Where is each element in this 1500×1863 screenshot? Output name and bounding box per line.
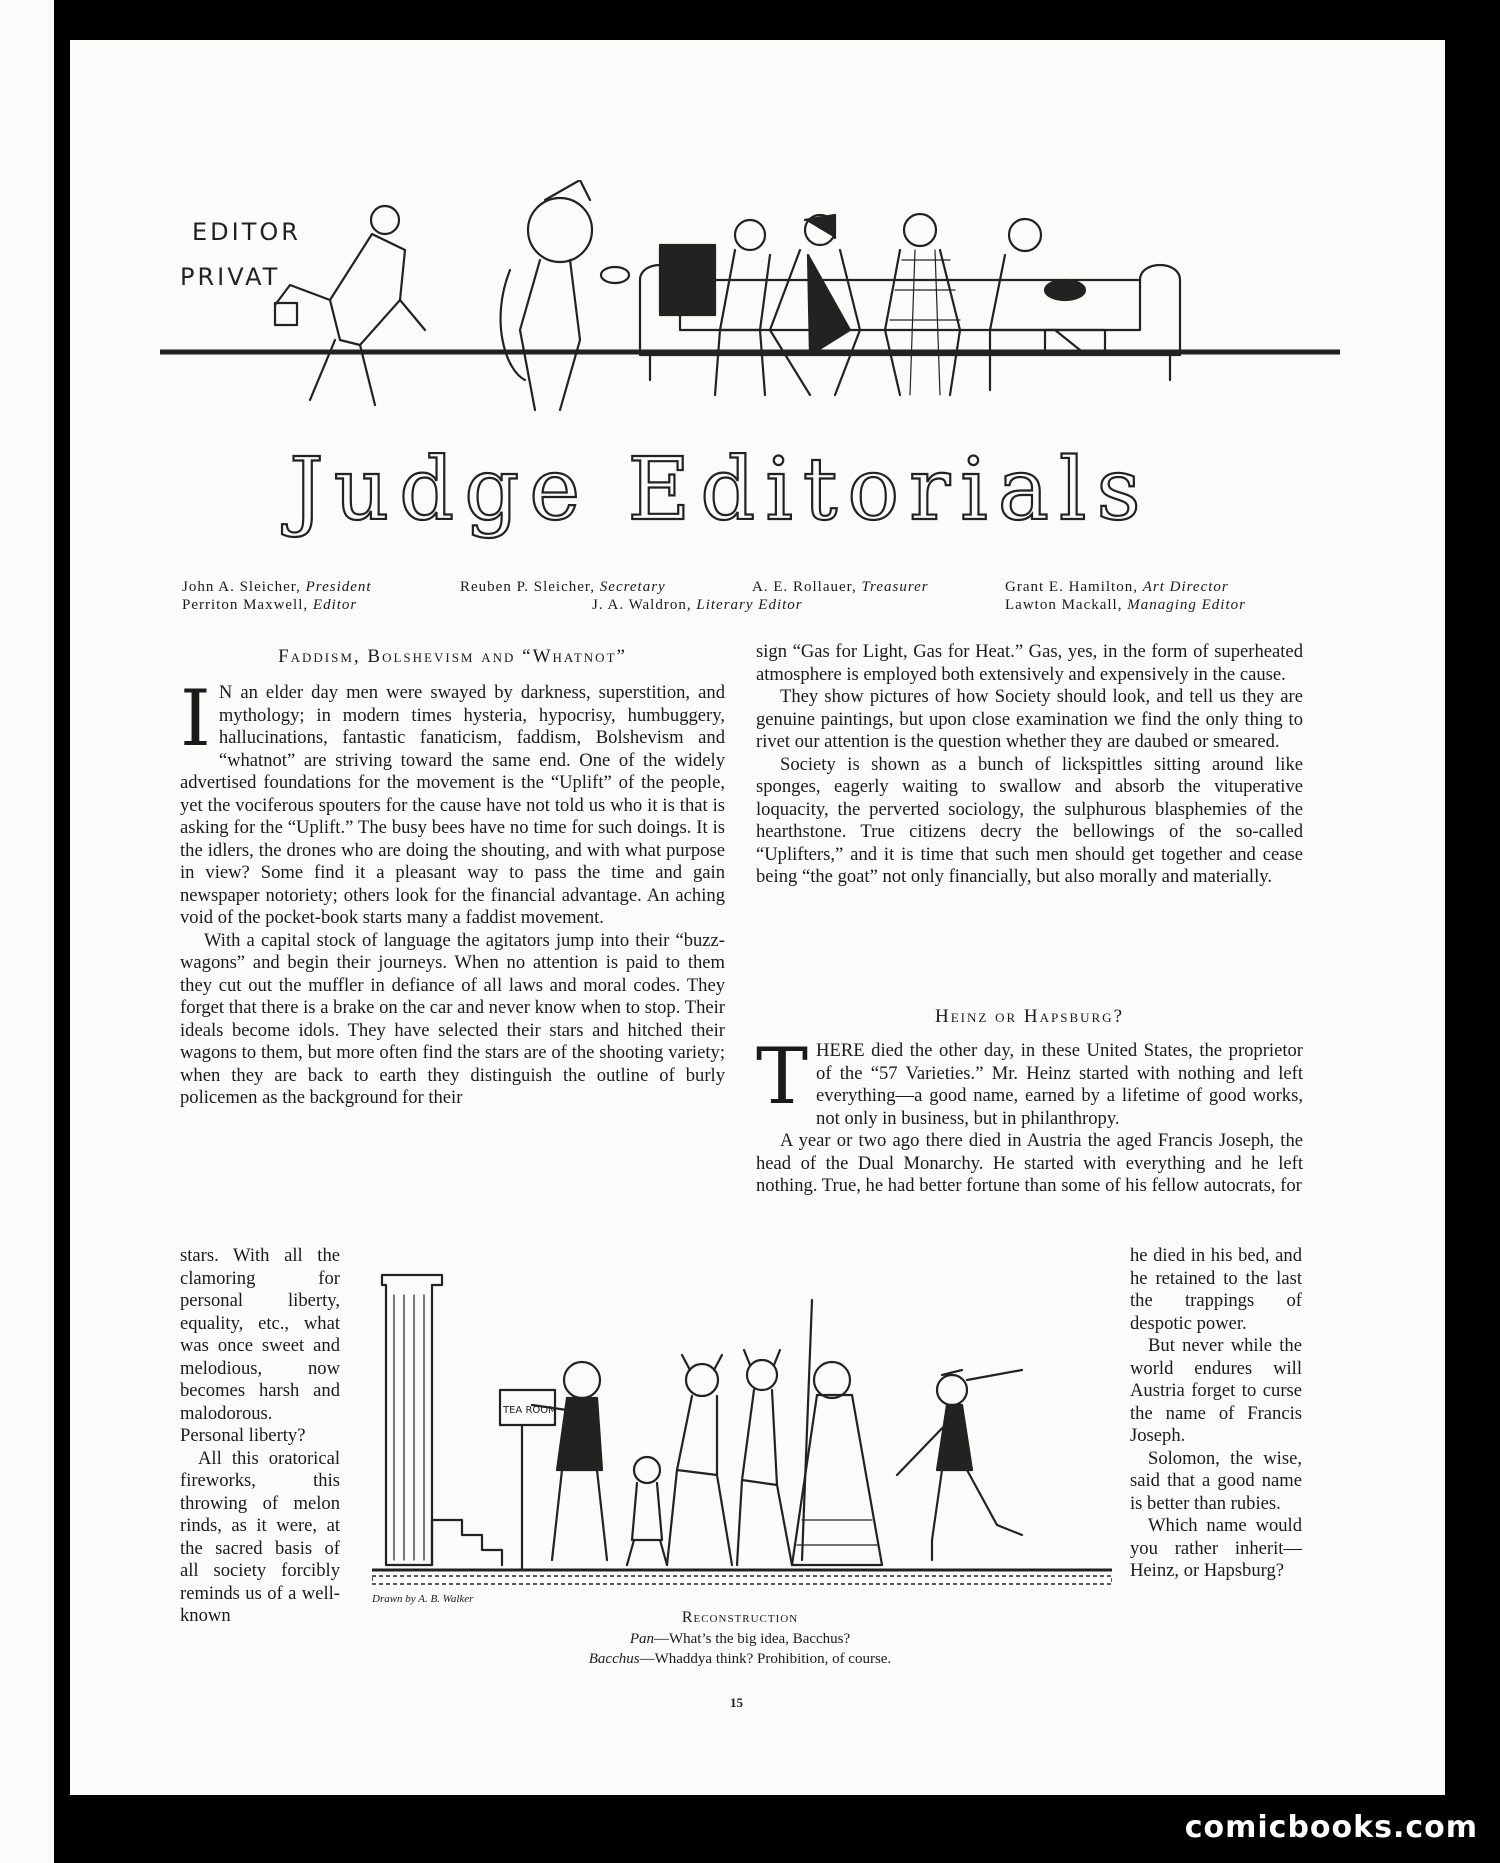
masthead-row2-item bbox=[1005, 596, 1246, 615]
staff-role: Treasurer bbox=[861, 579, 929, 595]
drop-cap: I bbox=[180, 674, 211, 764]
seated-figures bbox=[660, 214, 1105, 395]
staff-role: President bbox=[305, 579, 372, 595]
paragraph: he died in his bed, and he retained to the last the trappings of despotic power. bbox=[1130, 1245, 1302, 1334]
facing-page-edge bbox=[0, 0, 62, 1863]
caption-title-text: Reconstruction bbox=[681, 1609, 799, 1626]
article-column-narrow-right bbox=[1130, 1245, 1302, 1583]
staff-name: John A. Sleicher, bbox=[182, 579, 301, 595]
staff-name: Lawton Mackall, bbox=[1005, 597, 1123, 613]
decorative-border bbox=[372, 1576, 1112, 1584]
staff-role: Managing Editor bbox=[1127, 597, 1246, 613]
masthead-row1-item bbox=[1005, 578, 1229, 597]
header-cartoon bbox=[160, 180, 1340, 430]
paragraph: With a capital stock of language the agitators jump into their “buzz-wagons” and begin their journeys. When no attention is paid to them they cut out the muffler in defiance of all laws and moral codes. They forget that there is a brake on the car and never know when to stop. Their ideals become idols. They have selected their stars and hitched their wagons to them, but more often find the stars are of the shooting variety; when they are back to earth they distinguish the outline of burly policemen as the background for their bbox=[180, 929, 725, 1108]
paragraph: N an elder day men were swayed by darkness, superstition, and mythology; in modern times hysteria, hypocrisy, humbuggery, hallucinations, fantastic fanaticism, faddism, Bolshevism and “whatnot” are striving toward the same end. One of the widely advertised foundations for the movement is the “Uplift” of the people, yet the vociferous spouters for the cause have not told us who it is that is asking for the “Uplift.” The busy bees have no time for such doings. It is the idlers, the drones who are doing the shouting, and with what purpose in view? Some find it a pleasant way to pass the time and gain newspaper notoriety; others look for the financial advantage. An aching void of the pocket-book starts many a faddist movement. bbox=[180, 682, 725, 928]
paragraph: All this oratorical fireworks, this throwing of melon rinds, as it were, at the sacred basis of all society forcibly reminds us of a well-known bbox=[180, 1447, 340, 1626]
bacchus-figure bbox=[792, 1300, 882, 1565]
speaker-name: Bacchus bbox=[588, 1651, 640, 1667]
paragraph: They show pictures of how Society should look, and tell us they are genuine paintings, but upon close examination we find the only thing to rivet our attention is the question whether they are daubed or smeared. bbox=[756, 686, 1303, 752]
article-column-left bbox=[180, 674, 725, 1110]
page-number: 15 bbox=[730, 1695, 743, 1710]
staff-name: A. E. Rollauer, bbox=[752, 579, 857, 595]
paragraph: Society is shown as a bunch of lickspittles sitting around like sponges, eagerly waiting to swallow and absorb the vituperative loquacity, the perverted sociology, the sulphurous blasphemies of the hearthstone. True citizens decry the bellowings of the so-called “Uplifters,” and it is time that such men should get together and cease being “the goat” not only financially, but also morally and materially. bbox=[756, 753, 1303, 887]
masthead-row1-item bbox=[460, 578, 666, 597]
door-sign-line1: EDITOR bbox=[192, 218, 301, 246]
staff-name: Reuben P. Sleicher, bbox=[460, 579, 596, 595]
staff-name: Perriton Maxwell, bbox=[182, 597, 309, 613]
illustration-caption-line1 bbox=[480, 1630, 1000, 1649]
staff-name: J. A. Waldron, bbox=[592, 597, 692, 613]
dancing-figure bbox=[897, 1370, 1022, 1560]
site-watermark: comicbooks.com bbox=[1184, 1810, 1478, 1845]
page-title: Judge Editorials bbox=[289, 440, 1151, 540]
masthead-row2-item bbox=[182, 596, 357, 615]
article-column-right bbox=[756, 1032, 1303, 1198]
masthead-row1-item bbox=[182, 578, 372, 597]
reconstruction-illustration bbox=[372, 1270, 1112, 1602]
column-and-steps bbox=[382, 1275, 502, 1565]
speaker-name: Pan bbox=[629, 1631, 654, 1647]
paragraph: stars. With all the clamoring for personal liberty, equality, etc., what was once sweet and melodious, now becomes harsh and malodorous. Personal liberty? bbox=[180, 1245, 340, 1446]
door-sign-line2: PRIVAT bbox=[180, 263, 281, 291]
paragraph: Solomon, the wise, said that a good name is better than rubies. bbox=[1130, 1447, 1302, 1514]
staff-role: Art Director bbox=[1142, 579, 1229, 595]
paragraph: A year or two ago there died in Austria the aged Francis Joseph, the head of the Dual Monarchy. He started with everything and he left nothing. True, he had better fortune than some of his fellow autocrats, for bbox=[756, 1130, 1303, 1196]
masthead-row1-item bbox=[752, 578, 929, 597]
staff-role: Editor bbox=[312, 597, 358, 613]
tea-room-sign: TEA ROOM bbox=[503, 1405, 557, 1416]
credit-text: Drawn by A. B. Walker bbox=[372, 1593, 474, 1605]
drop-cap: T bbox=[756, 1032, 809, 1122]
speaker-line: —What’s the big idea, Bacchus? bbox=[653, 1631, 851, 1647]
paragraph: Which name would you rather inherit—Heinz, or Hapsburg? bbox=[1130, 1515, 1302, 1581]
paragraph: HERE died the other day, in these United States, the proprietor of the “57 Varieties.” Mr. Heinz started with nothing and left everything—a good name, earned by a lifetime of good works, not only in business, but in philanthropy. bbox=[816, 1040, 1303, 1129]
dandy-figure bbox=[501, 180, 629, 410]
staff-name: Grant E. Hamilton, bbox=[1005, 579, 1138, 595]
staff-role: Literary Editor bbox=[696, 597, 803, 613]
masthead-row2-item bbox=[592, 596, 803, 615]
staff-role: Secretary bbox=[599, 579, 666, 595]
article-heading: Faddism, Bolshevism and “Whatnot” bbox=[278, 646, 627, 667]
paragraph: But never while the world endures will Austria forget to curse the name of Francis Joseph. bbox=[1130, 1335, 1302, 1446]
speaker-line: —Whaddya think? Prohibition, of course. bbox=[639, 1651, 892, 1667]
article-column-right bbox=[756, 641, 1303, 889]
illustration-credit bbox=[372, 1590, 473, 1609]
pan-and-satyrs bbox=[532, 1350, 792, 1565]
illustration-caption-line2 bbox=[480, 1650, 1000, 1669]
paragraph: sign “Gas for Light, Gas for Heat.” Gas, yes, in the form of superheated atmosphere is employed both extensively and expensively in the cause. bbox=[756, 641, 1303, 685]
tea-room-signpost bbox=[500, 1390, 555, 1568]
article-column-narrow-left bbox=[180, 1245, 340, 1628]
article-heading: Heinz or Hapsburg? bbox=[935, 1006, 1124, 1027]
illustration-caption-title bbox=[560, 1608, 920, 1627]
